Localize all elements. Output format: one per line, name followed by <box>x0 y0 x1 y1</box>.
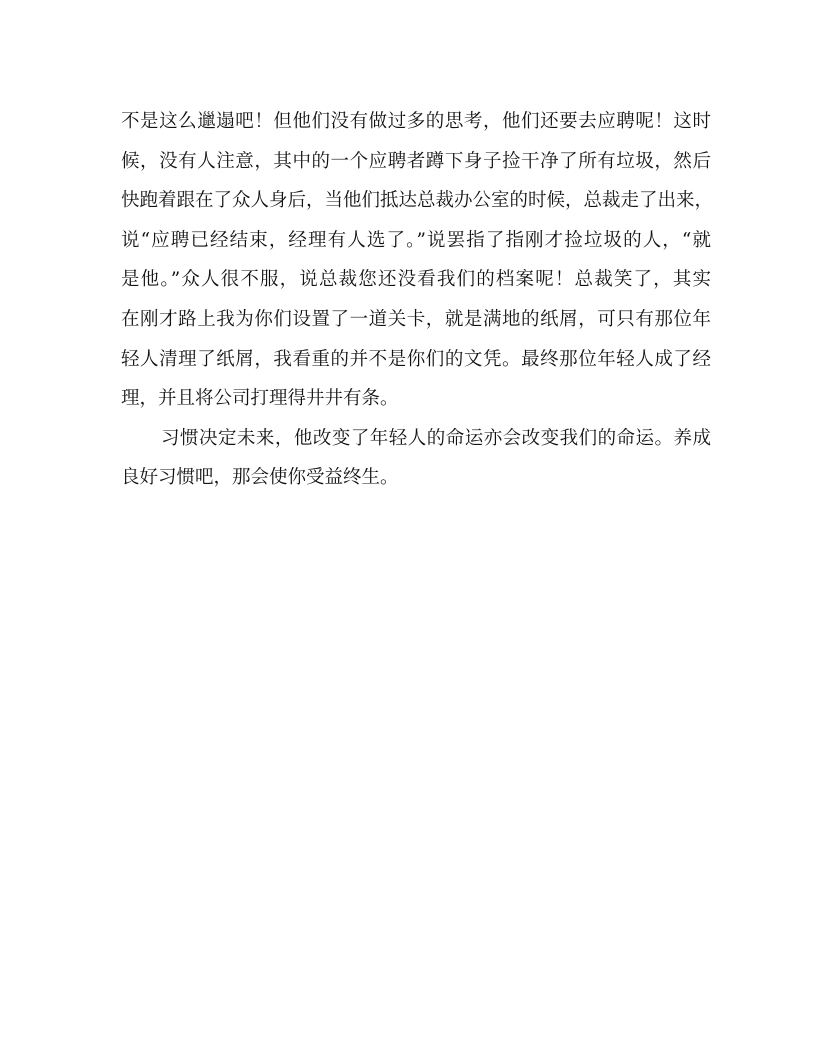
text-line: 是他。”众人很不服，说总裁您还没看我们的档案呢！总裁笑了，其实 <box>121 269 711 291</box>
text-line: 在刚才路上我为你们设置了一道关卡，就是满地的纸屑，可只有那位年 <box>121 308 711 330</box>
document-body <box>121 102 714 498</box>
text-line: 候，没有人注意，其中的一个应聘者蹲下身子捡干净了所有垃圾，然后 <box>121 150 711 172</box>
text-line: 说“应聘已经结束，经理有人选了。”说罢指了指刚才捡垃圾的人，“就 <box>121 229 711 251</box>
text-line: 轻人清理了纸屑，我看重的并不是你们的文凭。最终那位年轻人成了经 <box>121 348 711 370</box>
text-line: 不是这么邋遢吧！但他们没有做过多的思考，他们还要去应聘呢！这时 <box>121 111 711 132</box>
paragraph-2 <box>121 419 711 498</box>
text-line: 习惯决定未来，他改变了年轻人的命运亦会改变我们的命运。养成 <box>161 427 711 449</box>
text-line: 快跑着跟在了众人身后，当他们抵达总裁办公室的时候，总裁走了出来， <box>121 190 714 212</box>
paragraph-1 <box>121 102 714 419</box>
text-line: 理，并且将公司打理得井井有条。 <box>121 388 399 410</box>
text-line: 良好习惯吧，那会使你受益终生。 <box>121 467 399 489</box>
